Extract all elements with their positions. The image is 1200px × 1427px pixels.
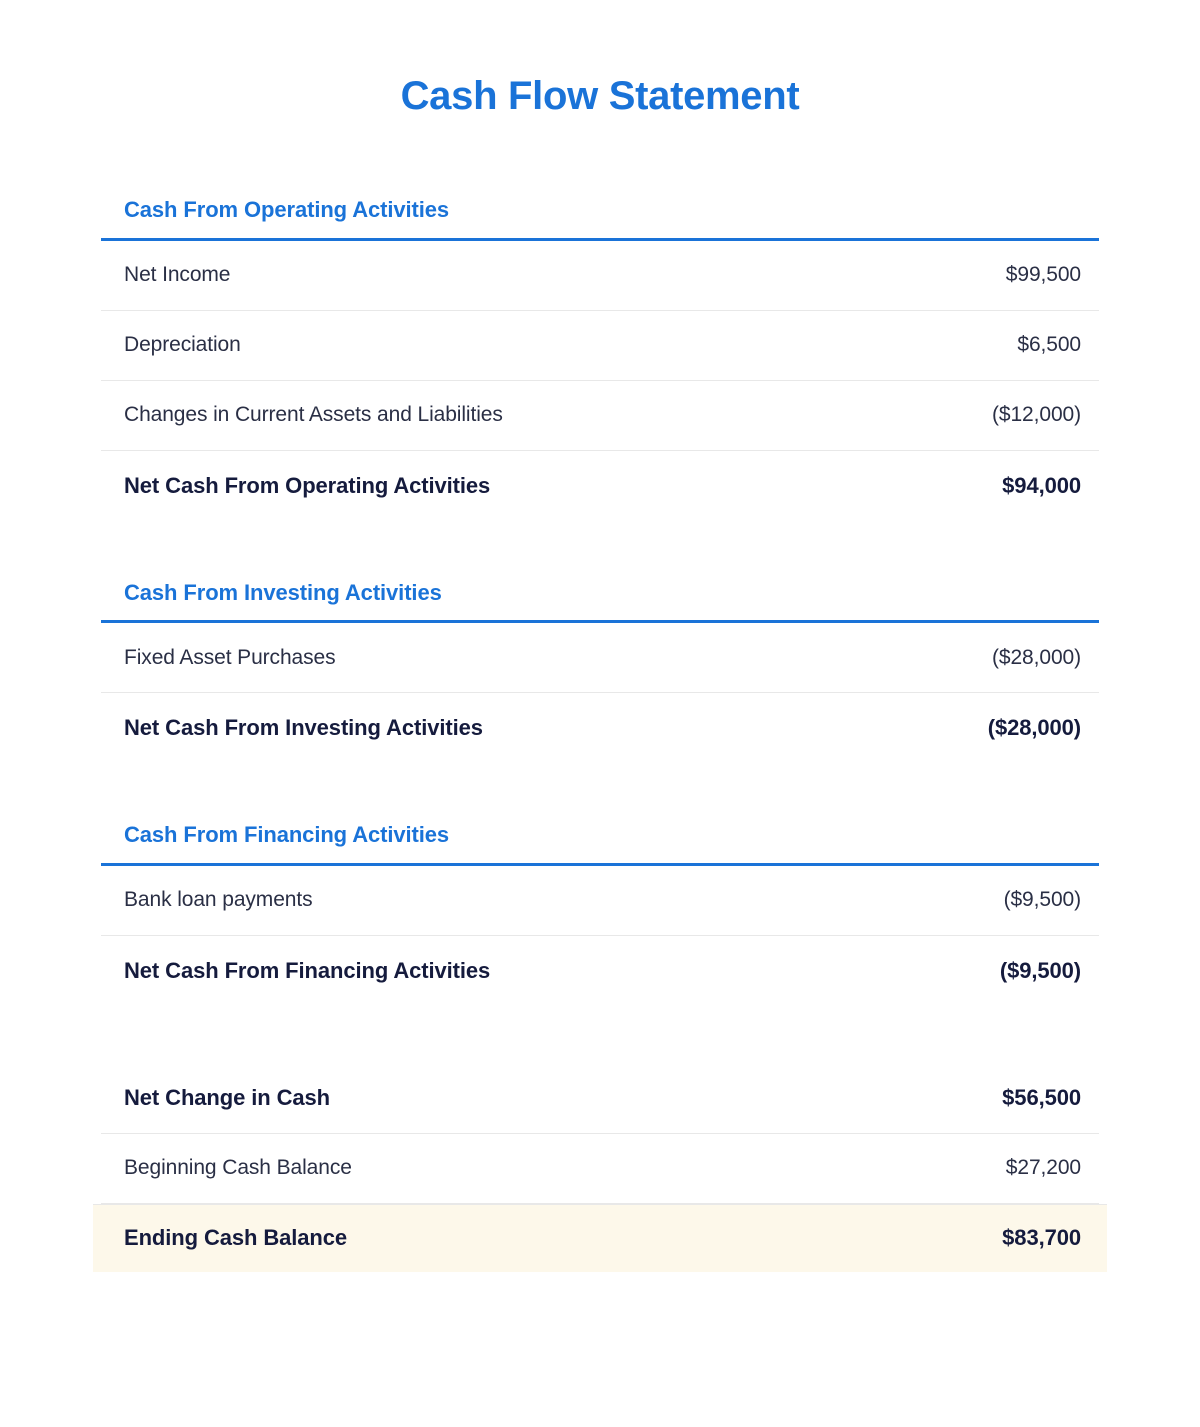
- row-amount: $6,500: [1017, 333, 1081, 356]
- statement-body: [101, 120, 1099, 1272]
- table-row-ending-cash-balance: [93, 1204, 1107, 1272]
- section-header-financing: Cash From Financing Activities: [124, 822, 450, 847]
- table-row-beginning-cash-balance: [101, 1134, 1099, 1204]
- row-amount: $27,200: [1005, 1156, 1081, 1179]
- row-amount: ($28,000): [987, 715, 1081, 740]
- page-title: Cash Flow Statement: [400, 74, 800, 118]
- row-label: Bank loan payments: [124, 888, 313, 911]
- table-row-total-financing: [101, 936, 1099, 1006]
- row-amount: ($12,000): [992, 403, 1081, 426]
- row-label: Beginning Cash Balance: [124, 1156, 352, 1179]
- row-label: Net Cash From Operating Activities: [124, 472, 491, 498]
- row-amount: $56,500: [1002, 1085, 1081, 1110]
- table-row-net-change-in-cash: [101, 1064, 1099, 1134]
- row-label: Ending Cash Balance: [124, 1225, 348, 1250]
- table-row: [101, 311, 1099, 381]
- row-label: Net Cash From Financing Activities: [124, 957, 491, 983]
- row-amount: $99,500: [1005, 263, 1081, 286]
- row-label: Net Income: [124, 263, 231, 286]
- section-header-investing: Cash From Investing Activities: [124, 579, 442, 605]
- section-summary: [101, 1064, 1099, 1272]
- table-row-total-investing: [101, 693, 1099, 763]
- table-row: [101, 241, 1099, 311]
- table-row: [101, 623, 1099, 693]
- row-label: Fixed Asset Purchases: [124, 645, 336, 669]
- section-operating-activities: [101, 196, 1099, 521]
- section-header-operating: Cash From Operating Activities: [124, 197, 450, 222]
- section-investing-activities: [101, 579, 1099, 764]
- table-row-total-operating: [101, 451, 1099, 521]
- table-row: [101, 866, 1099, 936]
- section-financing-activities: [101, 821, 1099, 1006]
- row-label: Changes in Current Assets and Liabilities: [124, 403, 503, 426]
- row-label: Depreciation: [124, 333, 241, 356]
- row-amount: ($9,500): [999, 957, 1081, 983]
- row-amount: $83,700: [1002, 1225, 1081, 1250]
- table-row: [101, 381, 1099, 451]
- row-amount: $94,000: [1002, 472, 1081, 498]
- row-label: Net Change in Cash: [124, 1085, 331, 1110]
- row-amount: ($9,500): [1003, 888, 1081, 911]
- row-amount: ($28,000): [992, 645, 1081, 669]
- row-label: Net Cash From Investing Activities: [124, 715, 483, 740]
